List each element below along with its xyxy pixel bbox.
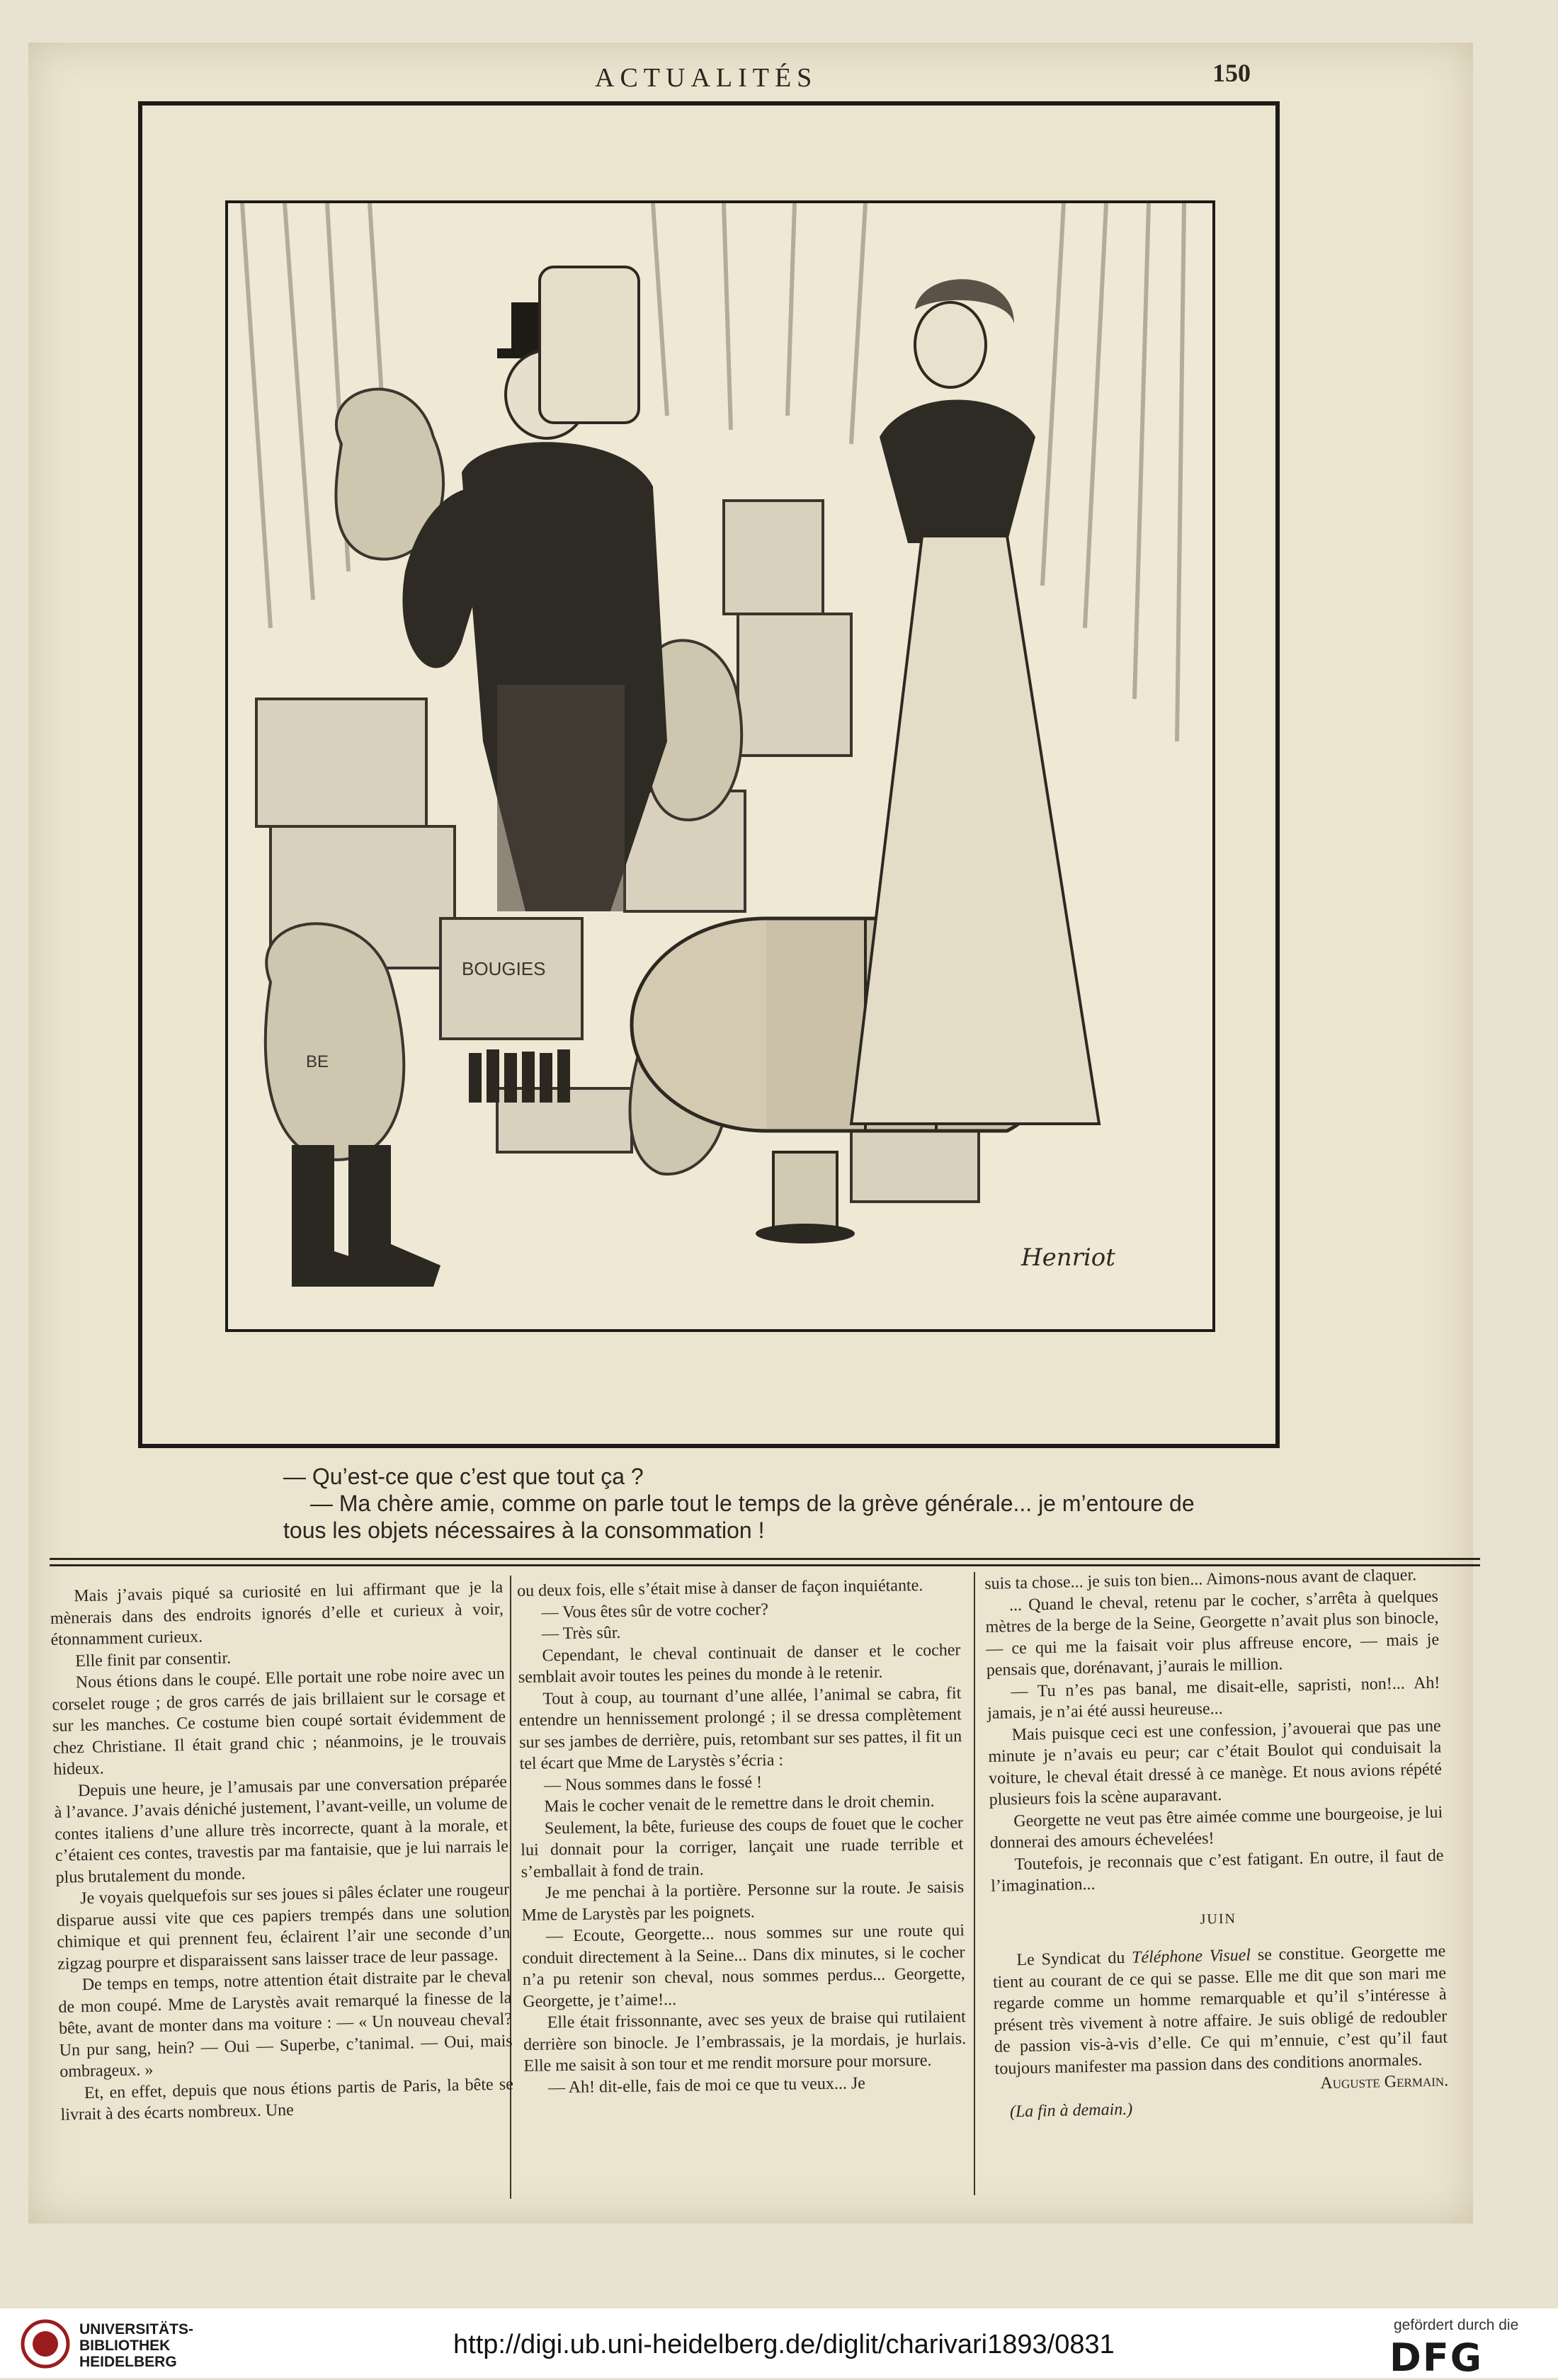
caption-line-1: — Qu’est-ce que c’est que tout ça ? [283,1464,644,1489]
paragraph: Nous étions dans le coupé. Elle portait une robe noire avec un corselet rouge ; de gros carrés de jais brillaient sur le corsage et sur les manches. Ce costume bien coupé sortait évidemment de chez Christiane. Il était grand chic ; néanmoins, je le trouvais hideux. [52,1664,506,1779]
page-header-title: ACTUALITÉS [595,63,818,93]
paragraph: ... Quand le cheval, retenu par le cocher, s’arrêta à quelques mètres de la berge de la Seine, Georgette n’avait plus son binocle, — ce qui me la faisait voir plus affreuse encore, — mais je pensais que, dorénavant, j’aurais le million. [985,1587,1440,1680]
paragraph: Je me penchai à la portière. Personne sur la route. Je saisis Mme de Larystès par les poignets. [521,1878,965,1925]
paragraph: — Tu n’es pas banal, me disait-elle, sapristi, non!... Ah! jamais, je n’ai été aussi heureuse... [986,1673,1440,1723]
paragraph: Georgette ne veut pas être aimée comme une bourgeoise, je lui donnerai des amours échevelées! [989,1803,1443,1852]
column-divider-2 [974,1572,975,2195]
section-heading: JUIN [1200,1911,1237,1928]
paragraph: — Ecoute, Georgette... nous sommes sur une route qui conduit directement à la Seine... Dans dix minutes, si le cocher n’a pu retenir son cheval, nous sommes perdus... Georgette, Georgette, je t’aime!... [522,1921,965,2011]
paragraph: Tout à coup, au tournant d’une allée, l’animal se cabra, fit entendre un hennissement prolongé ; il se dressa complètement sur ses jambes de derrière, puis, retombant sur ses pattes, il fit un tel écart que Mme de Larystès s’écria : [518,1683,962,1773]
caricature-illustration [228,203,1212,1329]
to-be-continued-note: (La fin à demain.) [1009,2100,1133,2121]
illustration-caption [283,1463,1275,1544]
university-line-3: HEIDELBERG [79,2354,177,2370]
caption-line-3: tous les objets nécessaires à la consommation ! [283,1518,765,1543]
paragraph: Et, en effet, depuis que nous étions partis de Paris, la bête se livrait à des écarts nombreux. Une [60,2074,514,2124]
text-column-1 [50,1577,514,2126]
paragraph: De temps en temps, notre attention était distraite par le cheval de mon coupé. Mme de Larystès avait remarqué la finesse de la bête, avant de monter dans ma voiture : — « Un nouveau cheval? Un pur sang, hein? — Oui — Superbe, c’tanimal. — Oui, mais ombrageux. » [58,1966,513,2081]
paragraph: Elle finit par consentir. [74,1649,232,1670]
paragraph: Cependant, le cheval continuait de danser et le cocher semblait avoir toutes les peines du monde à le retenir. [518,1640,961,1687]
text-column-2 [517,1574,967,2099]
paragraph: suis ta chose... je suis ton bien... Aimons-nous avant de claquer. [984,1566,1417,1593]
text-column-3 [984,1564,1449,2123]
digitization-footer [0,2308,1558,2378]
paragraph: — Très sûr. [541,1623,621,1644]
funded-by-label: gefördert durch die [1394,2317,1519,2333]
paragraph [992,1940,1448,2079]
paragraph: Elle était frissonnante, avec ses yeux de braise qui rutilaient derrière son binocle. Je l’embrassais, je la mordais, je hurlais. Elle me saisit à son tour et me rendit morsure pour morsure. [523,2008,967,2076]
paragraph: — Vous êtes sûr de votre cocher? [541,1600,769,1622]
artist-signature: Henriot [1021,1243,1115,1272]
author-signature: Auguste Germain. [1320,2071,1449,2093]
paragraph: Je voyais quelquefois sur ses joues si pâles éclater une rougeur disparue aussi vite que ces papiers trempés dans une solution chimique et qui prennent feu, éclairent l’air une seconde d’un zigzag pourpre et disparaissent sans laisser trace de leur passage. [56,1880,511,1974]
university-seal-icon [20,2318,71,2369]
paragraph: Mais j’avais piqué sa curiosité en lui affirmant que je la mènerais dans des endroits ignorés d’elle et curieux à voir, étonnamment curieux. [50,1578,504,1649]
university-library-name [79,2321,193,2370]
paragraph: ou deux fois, elle s’était mise à danser de façon inquiétante. [517,1576,923,1600]
paragraph: Depuis une heure, je l’amusais par une conversation préparée à l’avance. J’avais déniché justement, l’avant-veille, un volume de contes italiens d’une allure très incorrecte, quant à la morale, et c’étaient ces contes, travestis par ma fantaisie, que je lui narrais le plus brutalement du monde. [54,1772,509,1887]
paragraph: Mais puisque ceci est une confession, j’avouerai que pas une minute je n’avais eu peur; car c’était Boulot qui conduisait la voiture, le cheval était dressé à ce manège. Et nous avions répété plusieurs fois la scène auparavant. [988,1716,1443,1809]
caption-line-2: — Ma chère amie, comme on parle tout le temps de la grève générale... je m’entoure de [310,1491,1195,1516]
paragraph-rest: se constitue. Georgette me tient au courant de ce qui se passe. Elle me dit que son mari me regarde comme un homme remarquable et qu’il s’intéresse à présent très vivement à notre affaire. Je suis obligé de redoubler de passion vis-à-vis d’elle. Ce qui m’ennuie, c’est qu’il faut toujours manifester ma passion dans des conditions anormales. [992,1942,1448,2078]
page-number: 150 [1212,59,1251,87]
paragraph: Mais le cocher venait de le remettre dans le droit chemin. [544,1792,935,1816]
paragraph: — Ah! dit-elle, fais de moi ce que tu veux... Je [547,2073,866,2097]
paragraph-lead: Le Syndicat du [1016,1948,1132,1970]
dfg-logo: DFG [1389,2335,1484,2380]
section-rule-top [50,1558,1480,1560]
paragraph: Seulement, la bête, furieuse des coups de fouet que le cocher lui donnait pour la corriger, lançait une ruade terrible et s’emballait à fond de train. [521,1813,964,1881]
sack-label: BE [306,1052,329,1071]
telephone-visuel-name: Téléphone Visuel [1131,1946,1251,1967]
section-rule-bottom [50,1564,1480,1566]
paragraph: Toutefois, je reconnais que c’est fatigant. En outre, il faut de l’imagination... [990,1846,1444,1896]
permalink[interactable]: http://digi.ub.uni-heidelberg.de/diglit/charivari1893/0831 [453,2330,1115,2359]
university-line-1: UNIVERSITÄTS- [79,2321,194,2338]
university-line-2: BIBLIOTHEK [79,2338,171,2354]
illustration-frame [225,200,1215,1332]
bougies-crate-label: BOUGIES [462,958,546,979]
paragraph: — Nous sommes dans le fossé ! [543,1772,763,1794]
